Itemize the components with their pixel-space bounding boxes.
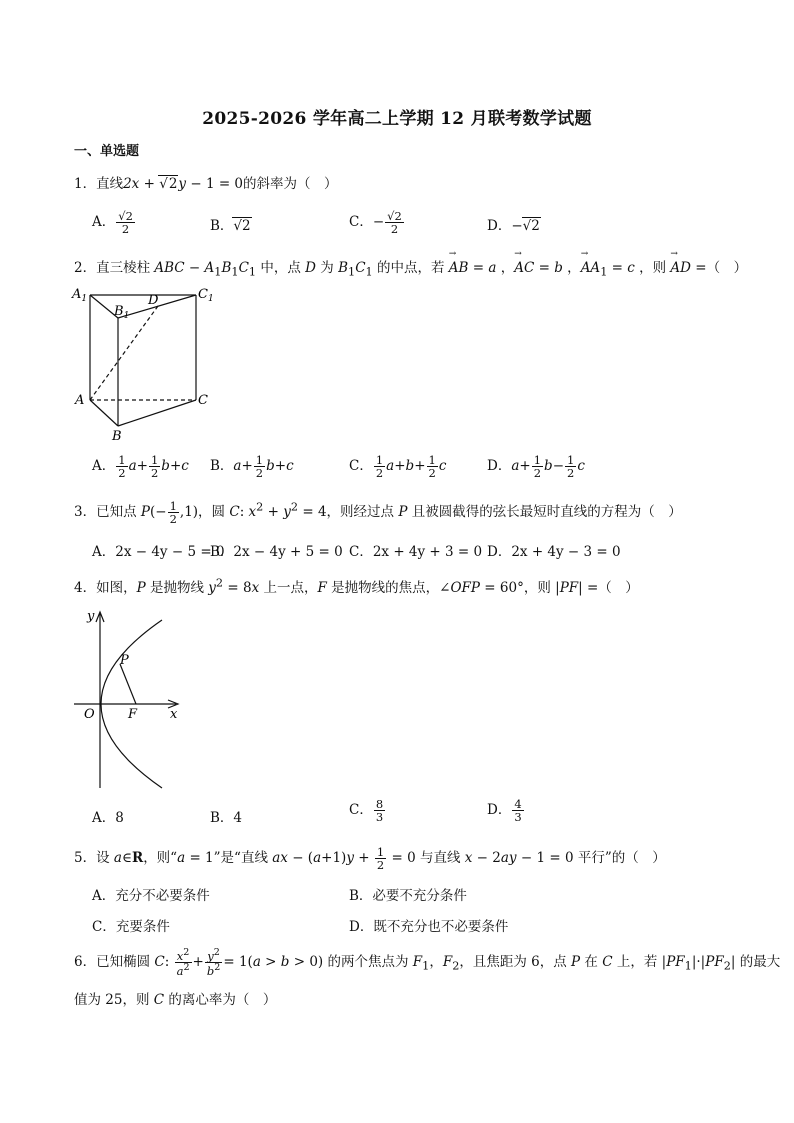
question-6-stem-line2: 值为 25，则 C 的离心率为（ ） [74, 992, 277, 1008]
question-2-option-a[interactable]: A． $\frac{1}{2}$ a+ $\frac{1}{2}$ b+c [92, 453, 189, 481]
label-a1: $A_1$ [72, 287, 88, 304]
label-o: O [84, 707, 95, 722]
question-4-option-a[interactable]: A．8 [92, 810, 124, 826]
question-3-option-c[interactable]: C．2x + 4y + 3 = 0 [349, 544, 483, 560]
question-5-stem: 5．设 a∈R，则“a = 1”是“直线 ax − (a+1)y + $\frac{1}{2}$ = 0 与直线 x − 2ay − 1 = 0 平行”的（ ） [74, 845, 666, 873]
question-1-option-c[interactable]: C．− $\frac{√2}{2}$ [349, 209, 402, 237]
question-4-stem: 4．如图，P 是抛物线 $y^2 = 8x$ 上一点，F 是抛物线的焦点，∠OFP = 60°，则 |PF| =（ ） [74, 576, 639, 596]
section-heading: 一、单选题 [74, 144, 140, 159]
question-3-stem: 3．已知点 P(− $\frac{1}{2}$ ,1)，圆 C: $x^2 + y^2 = 4$，则经过点 P 且被圆截得的弦长最短时直线的方程为（ ） [74, 499, 682, 527]
question-5-option-b[interactable]: B．必要不充分条件 [349, 888, 467, 904]
label-y: y [87, 609, 95, 624]
prism-figure [70, 282, 220, 444]
question-2-option-c[interactable]: C． $\frac{1}{2}$ a+b+ $\frac{1}{2}$ c [349, 453, 447, 481]
label-b1: $B_1$ [114, 304, 130, 321]
question-1-option-d[interactable]: D．−√2 [487, 218, 540, 234]
label-c1: $C_1$ [198, 287, 214, 304]
label-p: P [120, 653, 129, 668]
question-2-option-d[interactable]: D．a+ $\frac{1}{2}$ b− $\frac{1}{2}$ c [487, 453, 585, 481]
parabola-figure [70, 604, 190, 790]
label-b: B [112, 429, 122, 444]
label-x: x [170, 707, 178, 722]
page-title: 2025-2026 学年高二上学期 12 月联考数学试题 [202, 109, 592, 129]
question-4-option-c[interactable]: C． $\frac{8}{3}$ [349, 797, 384, 825]
question-2-option-b[interactable]: B．a+ $\frac{1}{2}$ b+c [210, 453, 294, 481]
label-d: D [148, 293, 159, 308]
question-5-option-a[interactable]: A．充分不必要条件 [92, 888, 210, 904]
question-4-option-b[interactable]: B．4 [210, 810, 243, 826]
question-6-stem-line1: 6．已知椭圆 C: $\frac{x^2}{a^2}$ + $\frac{y^2}{b^2}$ = 1(a > b > 0) 的两个焦点为 $F_1$，$F_2$，且焦距为 6，点 P 在 C 上，若 $|PF_1|\cdot|PF_2|$ 的最大 [74, 947, 781, 978]
question-5-option-d[interactable]: D．既不充分也不必要条件 [349, 919, 509, 935]
question-1-stem: 1．直线2x + √2y − 1 = 0的斜率为（ ） [74, 176, 338, 192]
question-3-option-a[interactable]: A．2x − 4y − 5 = 0 [92, 544, 225, 560]
label-f: F [128, 707, 138, 722]
question-1-option-b[interactable]: B．√2 [210, 218, 251, 234]
label-c: C [198, 393, 208, 408]
label-a: A [75, 393, 85, 408]
question-1-option-a[interactable]: A． $\frac{√2}{2}$ [92, 209, 133, 237]
question-2-stem: 2．直三棱柱 ABC − $A_1B_1C_1$ 中，点 D 为 $B_1C_1$ 的中点，若 → AB = a ，→ AC = b ，→ $AA_1 = c$ ，则 → AD =（ ） [74, 256, 747, 279]
question-4-option-d[interactable]: D． $\frac{4}{3}$ [487, 797, 522, 825]
question-5-option-c[interactable]: C．充要条件 [92, 919, 170, 935]
question-3-option-b[interactable]: B．2x − 4y + 5 = 0 [210, 544, 343, 560]
question-3-option-d[interactable]: D．2x + 4y − 3 = 0 [487, 544, 621, 560]
